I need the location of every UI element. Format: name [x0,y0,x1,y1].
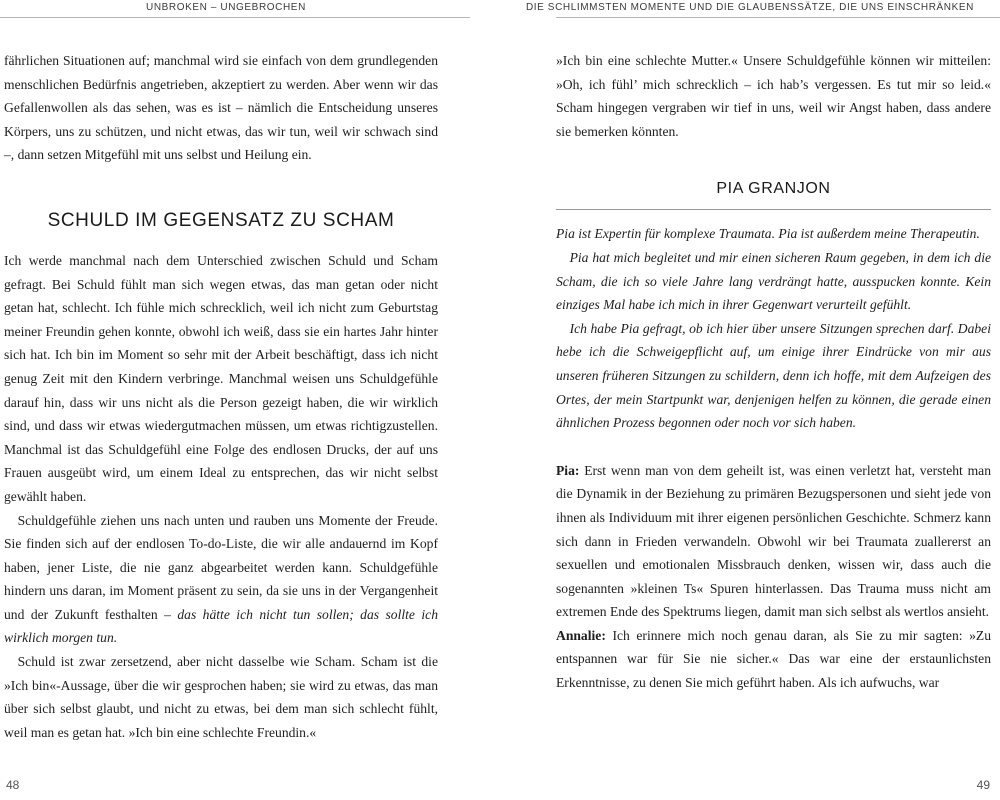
continued-paragraph: »Ich bin eine schlechte Mutter.« Unsere Schuldgefühle können wir mitteilen: »Oh, ich fühl’ mich schrecklich – ich hab’s vergessen. Es tut mir so leid.« Scham hingegen vergraben wir tief in uns, weil wir Angst haben, dass andere sie bemerken könnten. [556,53,991,139]
intro-paragraph-3: Ich habe Pia gefragt, ob ich hier über unsere Sitzungen sprechen darf. Dabei hebe ich die Schweigepflicht auf, um einige ihrer Eindrücke von mir aus unseren früheren Sitzungen zu schildern, denn ich hoffe, mit dem Aufzeigen des Ortes, der mein Startpunkt war, denjenigen helfen zu können, die gerade einen ähnlichen Prozess begonnen oder noch vor sich haben. [556,320,991,431]
speaker-label: Pia: [556,462,580,478]
page-number-right: 49 [976,778,990,792]
section-heading: PIA GRANJON [716,180,831,198]
intro-paragraph-1: Pia ist Expertin für komplexe Traumata. Pia ist außerdem meine Therapeutin. [556,226,980,242]
dialogue-text: Erst wenn man von dem geheilt ist, was einen verletzt hat, versteht man die Dynamik in der Beziehung zu primären Bezugspersonen und sieht jede von ihnen als Individuum mit ihrer eigenen persönlichen Geschichte. Schmerz kann sich dann in Frieden verwandeln. Obwohl wir bei Traumata zuallererst an sexuellen und emotionalen Missbrauch denken, wissen wir, dass auch die sogenannten »kleinen Ts« Spuren hinterlassen. Das Trauma muss nicht am extremen Ende des Spektrums liegen, damit man sich selbst als wertlos ansieht. [556,462,991,620]
right-page-body [556,49,991,695]
body-paragraph-1: Ich werde manchmal nach dem Unterschied zwischen Schuld und Scham gefragt. Bei Schuld fühlt man sich wegen etwas, das man getan oder nicht getan hat, schlecht. Ich fühle mich schrecklich, weil ich nicht zum Geburtstag meiner Freundin gehen konnte, obwohl ich weiß, dass sie ein hartes Jahr hinter sich hat. Ich bin im Moment so sehr mit der Arbeit beschäftigt, dass ich nicht genug Zeit mit den Kindern verbringe. Manchmal weisen uns Schuldgefühle darauf hin, dass wir uns nicht als die Person gezeigt haben, die wir wirklich sind, und dass wir etwas wiedergutmachen müssen, um etwas richtigzustellen. Manchmal ist das Schuldgefühl eine Folge des endlosen Drucks, der auf uns Frauen ausgeübt wird, um einem Ideal zu entsprechen, das wir nicht selbst gewählt haben. [4,252,438,504]
section-divider [556,209,991,210]
dialogue-annalie [556,624,991,695]
page-number-left: 48 [6,778,20,792]
continued-paragraph: fährlichen Situationen auf; manchmal wird sie einfach von dem grundlegenden menschlichen Bedürfnis angetrieben, akzeptiert zu werden. Aber wenn wir das Gefallenwollen als das sehen, was es ist – nämlich die Entscheidung unseres Körpers, uns zu schützen, und nicht etwas, das wir tun, weil wir schwach sind –, dann setzen Mitgefühl mit uns selbst und Heilung ein. [4,53,438,163]
intro-block [556,222,991,434]
interview-block [556,459,991,695]
header-divider-right [556,17,1000,18]
dialogue-pia [556,459,991,624]
italic-quote: das hätte ich nicht tun sollen; das sollte ich wirklich morgen tun. [4,606,438,646]
left-page-body [4,49,438,744]
intro-paragraph-2: Pia hat mich begleitet und mir einen sicheren Raum gegeben, in dem ich die Scham, die ich so viele Jahre lang verdrängt hatte, ausspucken konnte. Kein einziges Mal habe ich mich in ihrer Gegenwart verurteilt gefühlt. [556,249,991,313]
body-paragraph-2 [4,509,438,651]
section-heading: SCHULD IM GEGENSATZ ZU SCHAM [47,209,395,231]
header-divider-left [0,17,470,18]
running-head-right: DIE SCHLIMMSTEN MOMENTE UND DIE GLAUBENSSÄTZE, DIE UNS EINSCHRÄNKEN [525,2,974,13]
speaker-label: Annalie: [556,627,606,643]
dialogue-text: Ich erinnere mich noch genau daran, als Sie zu mir sagten: »Zu entspannen war für Sie nie sicher.« Das war eine der erstaunlichsten Erkenntnisse, zu denen Sie mich geführt haben. Als ich aufwuchs, war [556,627,991,691]
paragraph-text: Schuldgefühle ziehen uns nach unten und rauben uns Momente der Freude. Sie finden sich auf der endlosen To-do-Liste, die wir alle andauernd im Kopf haben, jener Liste, die nie ganz abgearbeitet werden kann. Schuldgefühle hindern uns daran, im Moment präsent zu sein, da sie uns in der Vergangenheit und der Zukunft festhalten – [4,512,438,622]
running-head-left: UNBROKEN – UNGEBROCHEN [146,2,306,13]
body-paragraph-3: Schuld ist zwar zersetzend, aber nicht dasselbe wie Scham. Scham ist die »Ich bin«-Aussage, über die wir gesprochen haben; sie wird zu etwas, das man über sich selbst glaubt, und nicht zu etwas, bei dem man sich schlecht fühlt, weil man es getan hat. »Ich bin eine schlechte Freundin.« [4,654,438,740]
